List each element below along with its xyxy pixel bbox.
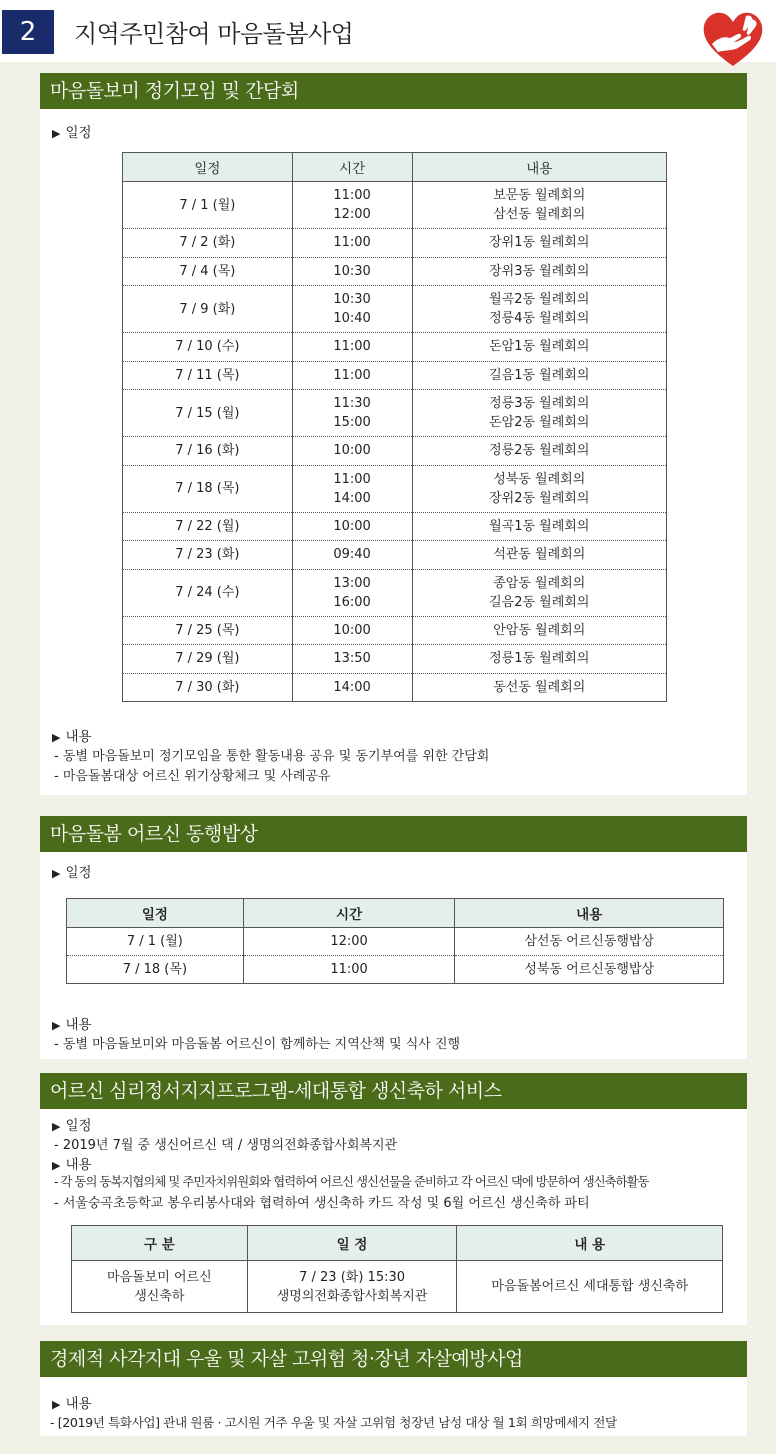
row-time: 14:00 [292,673,412,702]
triangle-bullet-icon: ▶ [52,1159,61,1172]
row-date: 7 / 16 (화) [123,437,293,466]
row-date: 7 / 18 (목) [67,956,244,984]
table-row [72,1261,723,1313]
row-content: 동선동 월례회의 [412,673,667,702]
meal-schedule-table [66,898,724,984]
content-line: - 동별 마음돌보미 정기모임을 통한 활동내용 공유 및 동기부여를 위한 간담회 [54,749,490,764]
birthday-table [71,1225,723,1313]
row-time: 11:00 [243,956,455,984]
row-category: 마음돌보미 어르신 생신축하 [72,1261,248,1313]
column-header-time: 시간 [292,153,412,182]
row-date: 7 / 23 (화) [123,541,293,570]
row-time: 10:00 [292,512,412,541]
row-date: 7 / 30 (화) [123,673,293,702]
triangle-bullet-icon: ▶ [52,1019,61,1032]
section-title: 마음돌봄 어르신 동행밥상 [40,816,747,852]
column-header-content: 내용 [455,899,724,928]
row-time: 11:00 12:00 [292,182,412,229]
row-time: 13:50 [292,645,412,674]
section-regular-meeting [40,73,747,795]
column-header-date: 일정 [123,153,293,182]
row-content: 안암동 월례회의 [412,616,667,645]
table-row [123,645,667,674]
row-content: 성북동 어르신동행밥상 [455,956,724,984]
row-content: 삼선동 어르신동행밥상 [455,928,724,956]
row-date: 7 / 15 (월) [123,390,293,437]
content-line: - [2019년 특화사업] 관내 원룸 · 고시원 거주 우울 및 자살 고위험 청장년 남성 대상 월 1회 희망메세지 전달 [50,1415,617,1430]
table-row [123,616,667,645]
row-content: 마음돌봄어르신 세대통합 생신축하 [457,1261,723,1313]
row-date: 7 / 24 (수) [123,569,293,616]
row-content: 종암동 월례회의 길음2동 월례회의 [412,569,667,616]
section-number-badge: 2 [2,10,54,54]
column-header-content: 내용 [412,153,667,182]
triangle-bullet-icon: ▶ [52,731,61,744]
section-companion-meal [40,816,747,1059]
triangle-bullet-icon: ▶ [52,867,61,880]
table-row [123,437,667,466]
table-row [123,286,667,333]
row-time: 11:00 14:00 [292,465,412,512]
triangle-bullet-icon: ▶ [52,127,61,140]
row-content: 장위3동 월례회의 [412,257,667,286]
row-time: 11:00 [292,333,412,362]
row-time: 11:00 [292,361,412,390]
table-row [123,257,667,286]
row-content: 길음1동 월례회의 [412,361,667,390]
content-label: ▶ 내용 [52,1396,92,1412]
section-title: 경제적 사각지대 우울 및 자살 고위험 청·장년 자살예방사업 [40,1341,747,1377]
row-time: 12:00 [243,928,455,956]
row-date: 7 / 2 (화) [123,229,293,258]
row-date: 7 / 11 (목) [123,361,293,390]
row-content: 성북동 월례회의 장위2동 월례회의 [412,465,667,512]
table-row [123,333,667,362]
content-label: ▶ 내용 [52,1157,92,1173]
row-content: 석관동 월례회의 [412,541,667,570]
row-time: 09:40 [292,541,412,570]
row-time: 10:30 10:40 [292,286,412,333]
section-suicide-prevention [40,1341,747,1436]
row-time: 10:00 [292,616,412,645]
content-line: - 동별 마음돌보미와 마음돌봄 어르신이 함께하는 지역산책 및 식사 진행 [54,1037,461,1052]
page-title: 지역주민참여 마음돌봄사업 [74,20,354,48]
table-row [67,956,724,984]
column-header-category: 구 분 [72,1226,248,1261]
column-header-schedule: 일 정 [247,1226,457,1261]
content-line: - 서울숭곡초등학교 봉우리봉사대와 협력하여 생신축하 카드 작성 및 6월 어르신 생신축하 파티 [54,1196,590,1211]
meeting-schedule-table [122,152,667,702]
column-header-date: 일정 [67,899,244,928]
content-label: ▶ 내용 [52,1017,92,1033]
table-row [123,361,667,390]
column-header-content: 내 용 [457,1226,723,1261]
row-date: 7 / 25 (목) [123,616,293,645]
row-time: 11:30 15:00 [292,390,412,437]
row-date: 7 / 1 (월) [67,928,244,956]
schedule-line: - 2019년 7월 중 생신어르신 댁 / 생명의전화종합사회복지관 [54,1138,398,1153]
row-time: 11:00 [292,229,412,258]
row-content: 정릉3동 월례회의 돈암2동 월례회의 [412,390,667,437]
table-row [123,390,667,437]
row-content: 보문동 월례회의 삼선동 월례회의 [412,182,667,229]
triangle-bullet-icon: ▶ [52,1120,61,1133]
row-content: 돈암1동 월례회의 [412,333,667,362]
section-title: 마음돌보미 정기모임 및 간담회 [40,73,747,109]
table-row [123,541,667,570]
table-row [123,465,667,512]
triangle-bullet-icon: ▶ [52,1398,61,1411]
table-row [123,182,667,229]
schedule-label: ▶ 일정 [52,865,92,881]
heart-hands-logo-icon [700,8,766,70]
row-date: 7 / 18 (목) [123,465,293,512]
row-date: 7 / 4 (목) [123,257,293,286]
row-time: 10:30 [292,257,412,286]
section-birthday-service [40,1073,747,1325]
table-row [123,673,667,702]
row-date: 7 / 10 (수) [123,333,293,362]
row-date: 7 / 1 (월) [123,182,293,229]
row-content: 월곡1동 월례회의 [412,512,667,541]
row-date: 7 / 22 (월) [123,512,293,541]
table-row [67,928,724,956]
row-content: 정릉2동 월례회의 [412,437,667,466]
content-line: - 각 동의 동복지협의체 및 주민자치위원회와 협력하여 어르신 생신선물을 준비하고 각 어르신 댁에 방문하여 생신축하활동 [54,1175,649,1189]
row-content: 장위1동 월례회의 [412,229,667,258]
content-line: - 마음돌봄대상 어르신 위기상황체크 및 사례공유 [54,769,331,784]
page-header [0,0,776,62]
table-row [123,569,667,616]
row-date: 7 / 9 (화) [123,286,293,333]
row-schedule: 7 / 23 (화) 15:30 생명의전화종합사회복지관 [247,1261,457,1313]
row-date: 7 / 29 (월) [123,645,293,674]
row-content: 월곡2동 월례회의 정릉4동 월례회의 [412,286,667,333]
column-header-time: 시간 [243,899,455,928]
content-label: ▶ 내용 [52,729,92,745]
row-content: 정릉1동 월례회의 [412,645,667,674]
row-time: 10:00 [292,437,412,466]
section-title: 어르신 심리정서지지프로그램-세대통합 생신축하 서비스 [40,1073,747,1109]
schedule-label: ▶ 일정 [52,1118,92,1134]
table-row [123,512,667,541]
table-row [123,229,667,258]
schedule-label: ▶ 일정 [52,125,92,141]
row-time: 13:00 16:00 [292,569,412,616]
